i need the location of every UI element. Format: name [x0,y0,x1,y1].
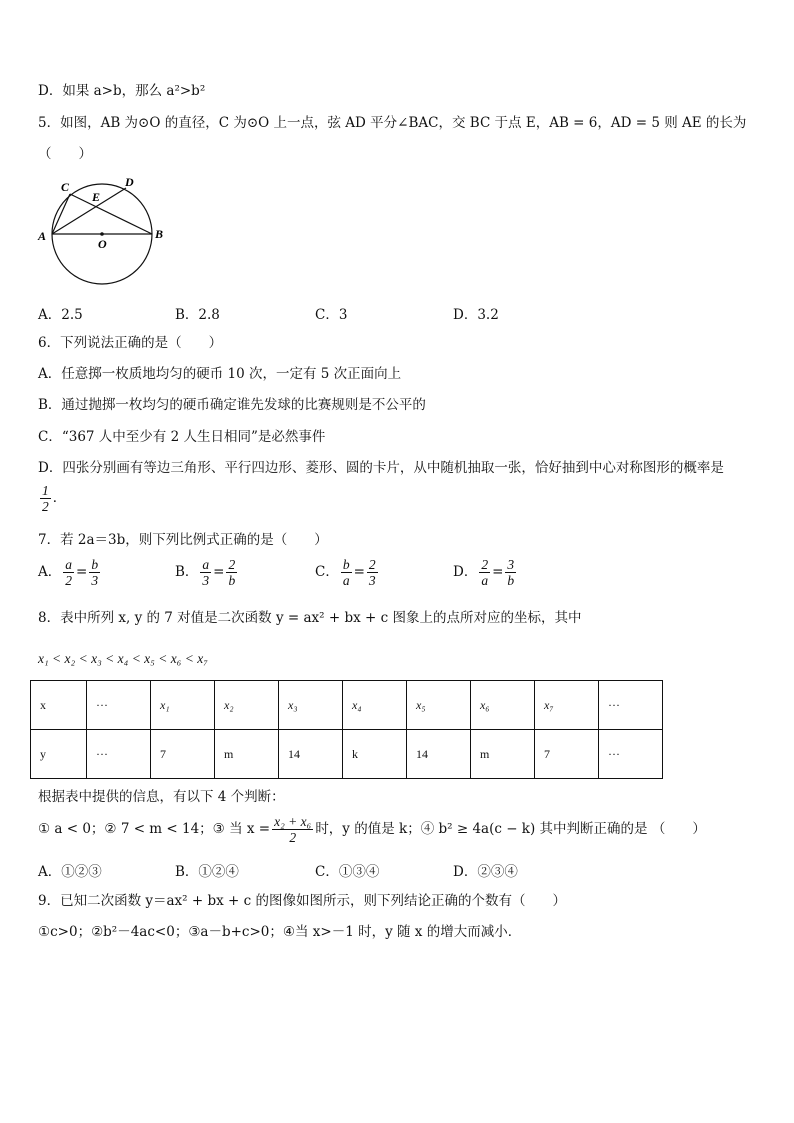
table-cell: 7 [151,730,215,779]
label-a: A [38,229,47,243]
q7-option-c: C． $\frac{b}{a}$ = $\frac{2}{3}$ [315,557,376,588]
label-e: E [92,190,101,204]
table-cell: x₆ [471,681,535,730]
question-6-stem: 6．下列说法正确的是（ ） [38,335,223,351]
question-7-stem: 7．若 2a＝3b，则下列比例式正确的是（ ） [38,532,328,548]
q5-option-a: A．2.5 [38,307,83,323]
option-d-prev: D．如果 a>b，那么 a²>b² [38,83,206,99]
question-8-judgments: ① a < 0；② 7 < m < 14；③ 当 x = $\frac{\text{x₂ + x₆}}{2}$ 时，y 的值是 k；④ b² ≥ 4a(c − k) 其中判断正确的是 （ ） [38,814,706,845]
table-cell: 7 [535,730,599,779]
q7-option-b: B． $\frac{a}{3}$ = $\frac{2}{b}$ [175,557,236,588]
q6-option-a: A．任意掷一枚质地均匀的硬币 10 次，一定有 5 次正面向上 [38,366,402,382]
question-8-stem: 8．表中所列 x, y 的 7 对值是二次函数 y = ax² + bx + c 图象上的点所对应的坐标，其中 [38,610,582,626]
table-row [31,730,663,779]
table-cell: k [343,730,407,779]
table-cell: m [215,730,279,779]
circle-figure [34,172,174,287]
label-c: C [61,180,70,194]
table-cell: ··· [87,681,151,730]
table-cell: x [31,681,87,730]
question-5-paren: （ ） [38,146,92,162]
label-o: O [98,237,107,251]
table-cell: x₁ [151,681,215,730]
table-cell: m [471,730,535,779]
q5-option-b: B．2.8 [175,307,220,323]
q8-option-a: A．①②③ [38,864,102,880]
value-table [30,680,663,779]
q6-option-b: B．通过抛掷一枚均匀的硬币确定谁先发球的比赛规则是不公平的 [38,397,426,413]
q6-fraction: $\frac{1}{2}$ ． [42,483,67,514]
table-cell: x₅ [407,681,471,730]
table-row [31,681,663,730]
table-cell: 14 [279,730,343,779]
table-cell: x₂ [215,681,279,730]
label-d: D [125,175,134,189]
q7-option-a: A． $\frac{a}{2}$ = $\frac{b}{3}$ [38,557,99,588]
table-cell: y [31,730,87,779]
q8-option-d: D．②③④ [453,864,518,880]
label-b: B [155,227,164,241]
q5-option-c: C．3 [315,307,348,323]
table-cell: ··· [599,681,663,730]
q8-option-c: C．①③④ [315,864,380,880]
table-cell: ··· [599,730,663,779]
table-cell: x₇ [535,681,599,730]
q6-option-d: D．四张分别画有等边三角形、平行四边形、菱形、圆的卡片，从中随机抽取一张，恰好抽到中心对称图形的概率是 [38,460,724,476]
question-8-order: x₁ < x₂ < x₃ < x₄ < x₅ < x₆ < x₇ [38,651,208,666]
table-cell: x₃ [279,681,343,730]
table-cell: x₄ [343,681,407,730]
q5-option-d: D．3.2 [453,307,499,323]
question-5-stem: 5．如图，AB 为⊙O 的直径，C 为⊙O 上一点，弦 AD 平分∠BAC，交 BC 于点 E，AB = 6，AD = 5 则 AE 的长为 [38,115,747,131]
q6-option-c: C．“367 人中至少有 2 人生日相同”是必然事件 [38,429,326,445]
table-cell: ··· [87,730,151,779]
table-cell: 14 [407,730,471,779]
q7-option-d: D． $\frac{2}{a}$ = $\frac{3}{b}$ [453,557,515,588]
question-8-info: 根据表中提供的信息，有以下 4 个判断： [38,789,285,805]
q8-option-b: B．①②④ [175,864,239,880]
question-9-statements: ①c>0；②b²－4ac<0；③a－b+c>0；④当 x>－1 时，y 随 x 的增大而减小． [38,924,522,940]
question-9-stem: 9．已知二次函数 y＝ax² + bx + c 的图像如图所示，则下列结论正确的个数有（ ） [38,893,566,909]
